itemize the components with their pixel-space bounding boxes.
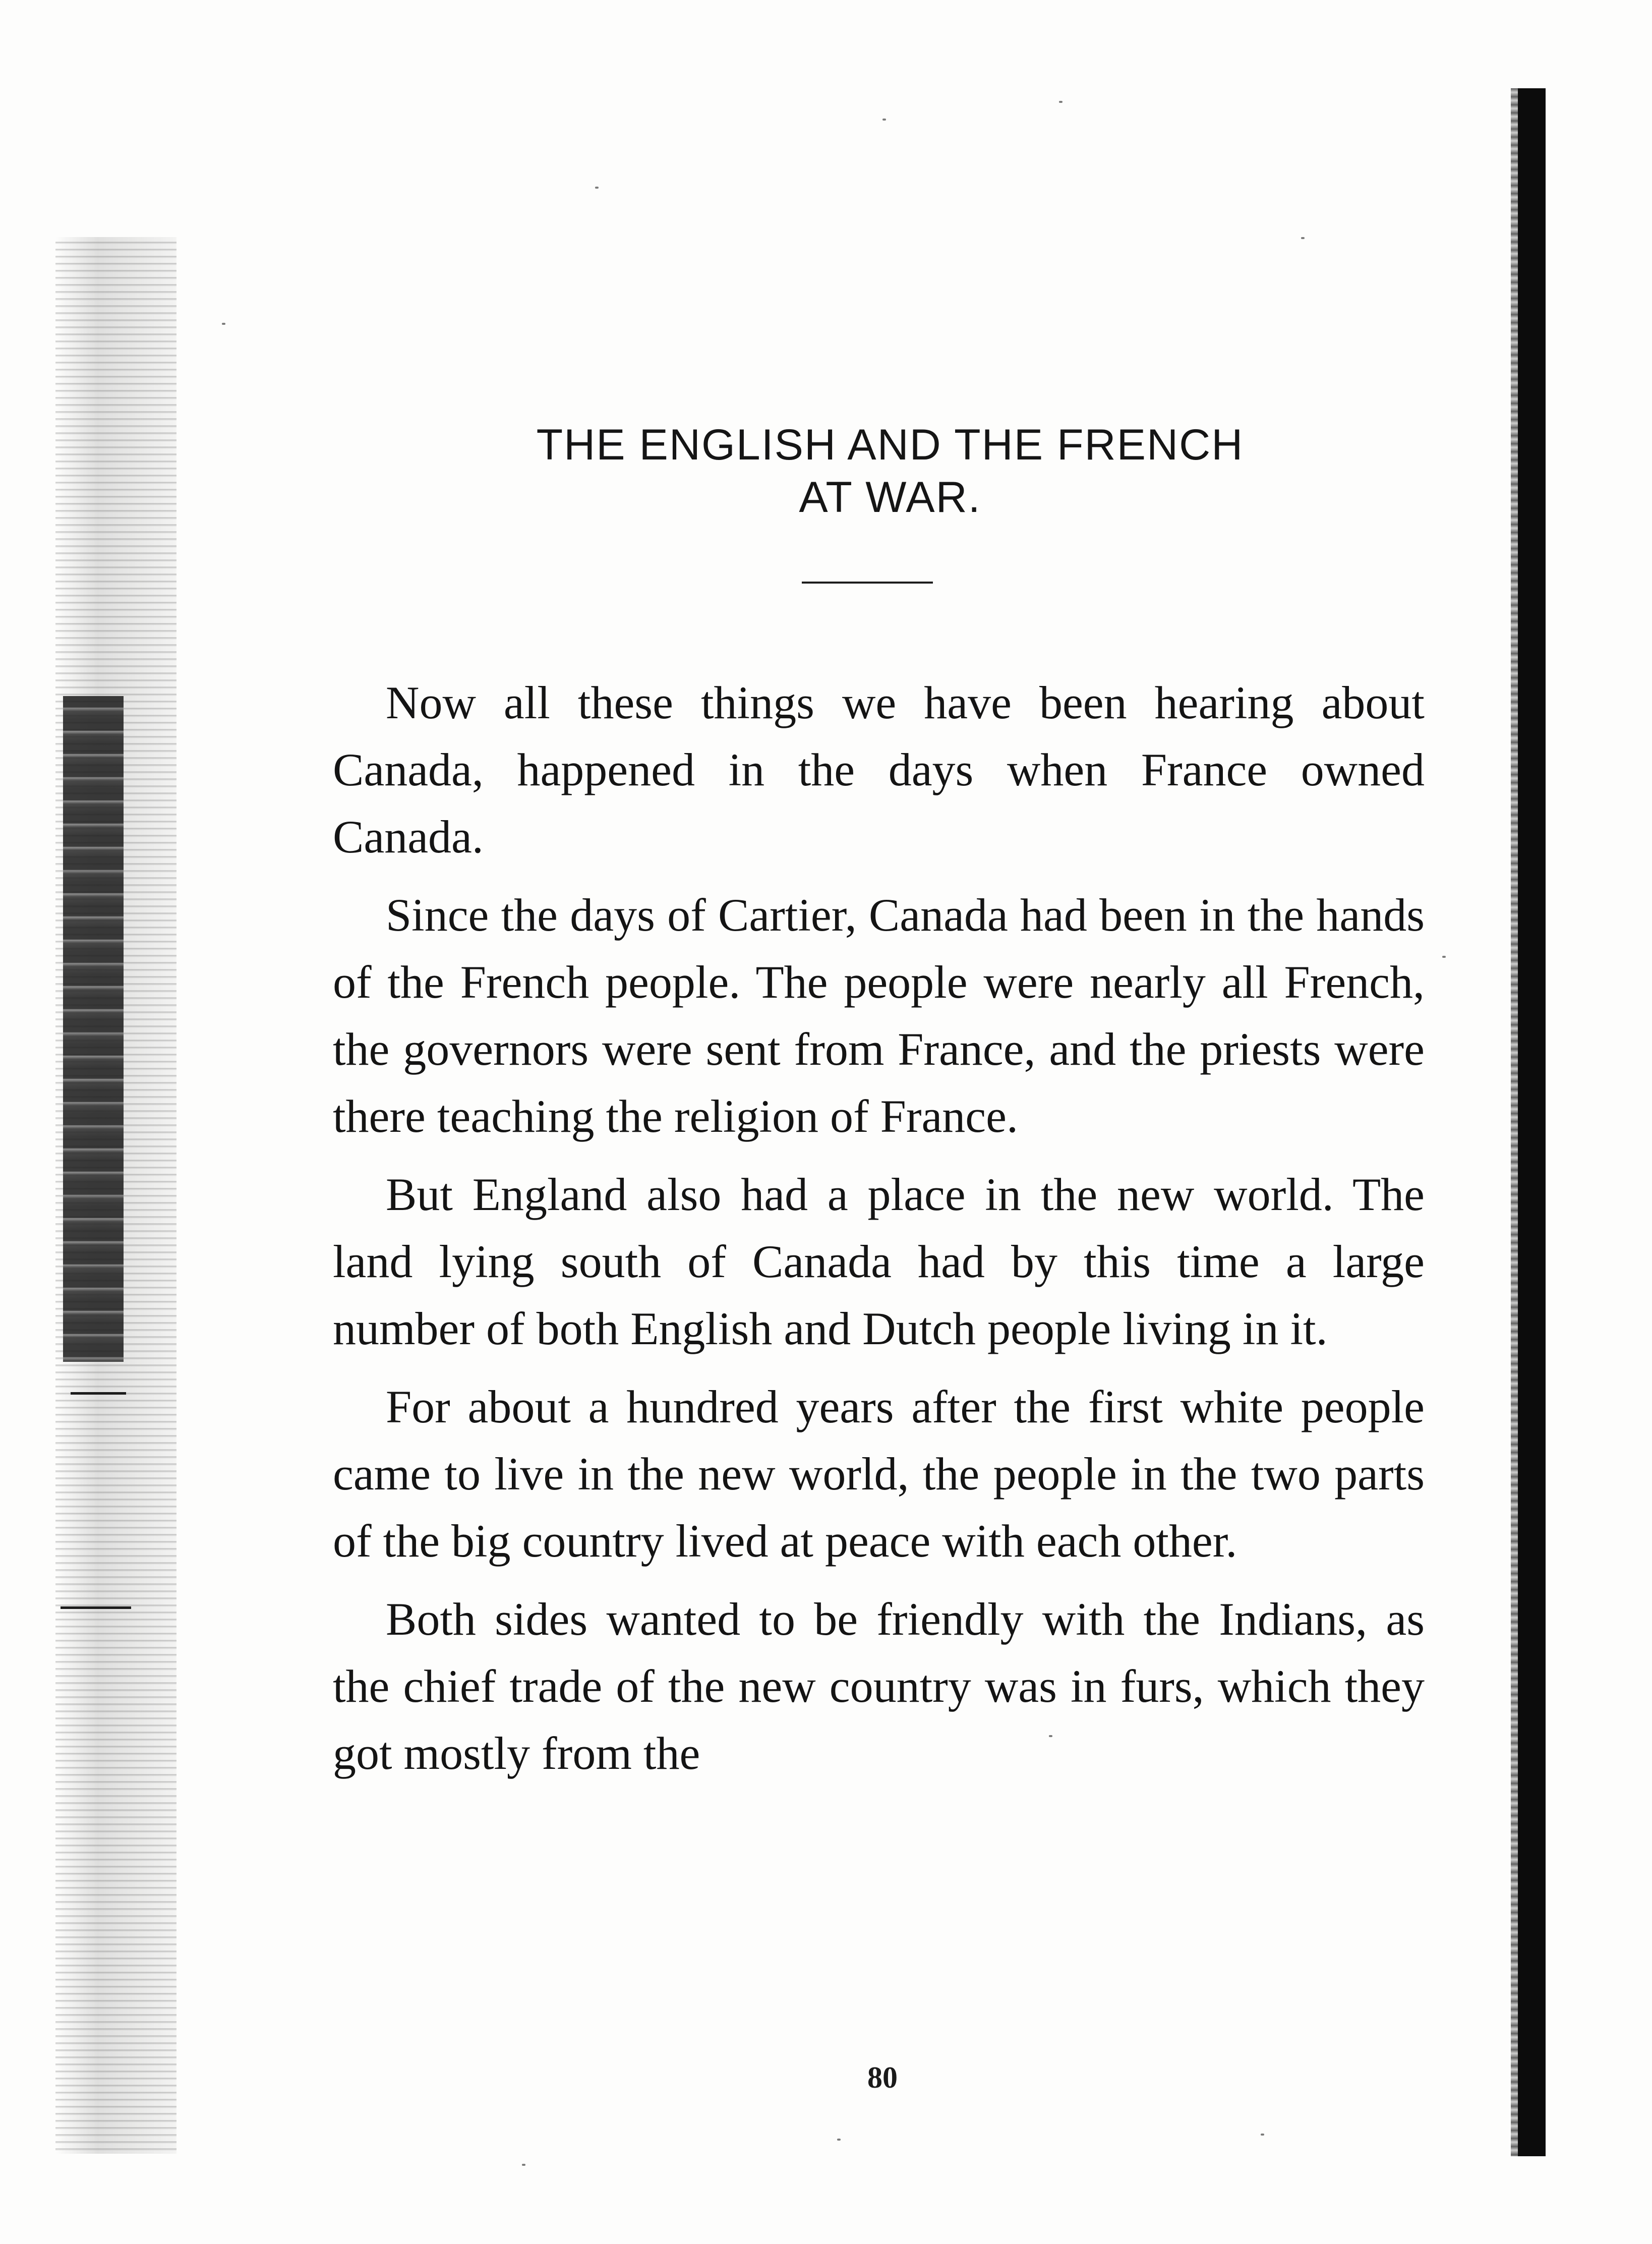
scan-speck	[522, 2164, 525, 2166]
scan-edge-rule	[61, 1606, 131, 1609]
paragraph: Now all these things we have been hearing about Canada, happened in the days when France owned Canada.	[333, 677, 1425, 862]
scan-speck	[1442, 956, 1446, 958]
scan-speck	[595, 187, 599, 189]
page-content	[333, 419, 1425, 1798]
scan-speck	[1059, 101, 1063, 103]
paragraph: Since the days of Cartier, Canada had been in the hands of the French people. The people were nearly all French, the governors were sent from France, and the priests were there teaching the religion of France.	[333, 889, 1425, 1142]
paragraph: But England also had a place in the new world. The land lying south of Canada had by this time a large number of both English and Dutch people living in it.	[333, 1169, 1425, 1354]
scan-speck	[837, 2139, 841, 2141]
title-divider	[802, 582, 933, 584]
scan-speck	[1301, 237, 1305, 239]
paragraph: For about a hundred years after the first white people came to live in the new world, the people in the two parts of the big country lived at peace with each other.	[333, 1381, 1425, 1567]
chapter-title-line-1: THE ENGLISH AND THE FRENCH	[536, 421, 1244, 469]
scan-speck	[222, 323, 225, 325]
chapter-title-line-2: AT WAR.	[799, 473, 981, 522]
page-number: 80	[867, 2061, 898, 2094]
scan-speck	[882, 119, 886, 121]
body-text	[333, 669, 1425, 1787]
scan-speck	[1261, 2134, 1264, 2136]
scan-edge-rule	[71, 1392, 126, 1395]
scan-right-edge	[1518, 88, 1546, 2156]
scan-binding-artifact	[63, 696, 124, 1362]
chapter-title	[403, 419, 1377, 524]
paragraph: Both sides wanted to be friendly with the Indians, as the chief trade of the new country was in furs, which they got mostly from the	[333, 1593, 1425, 1779]
